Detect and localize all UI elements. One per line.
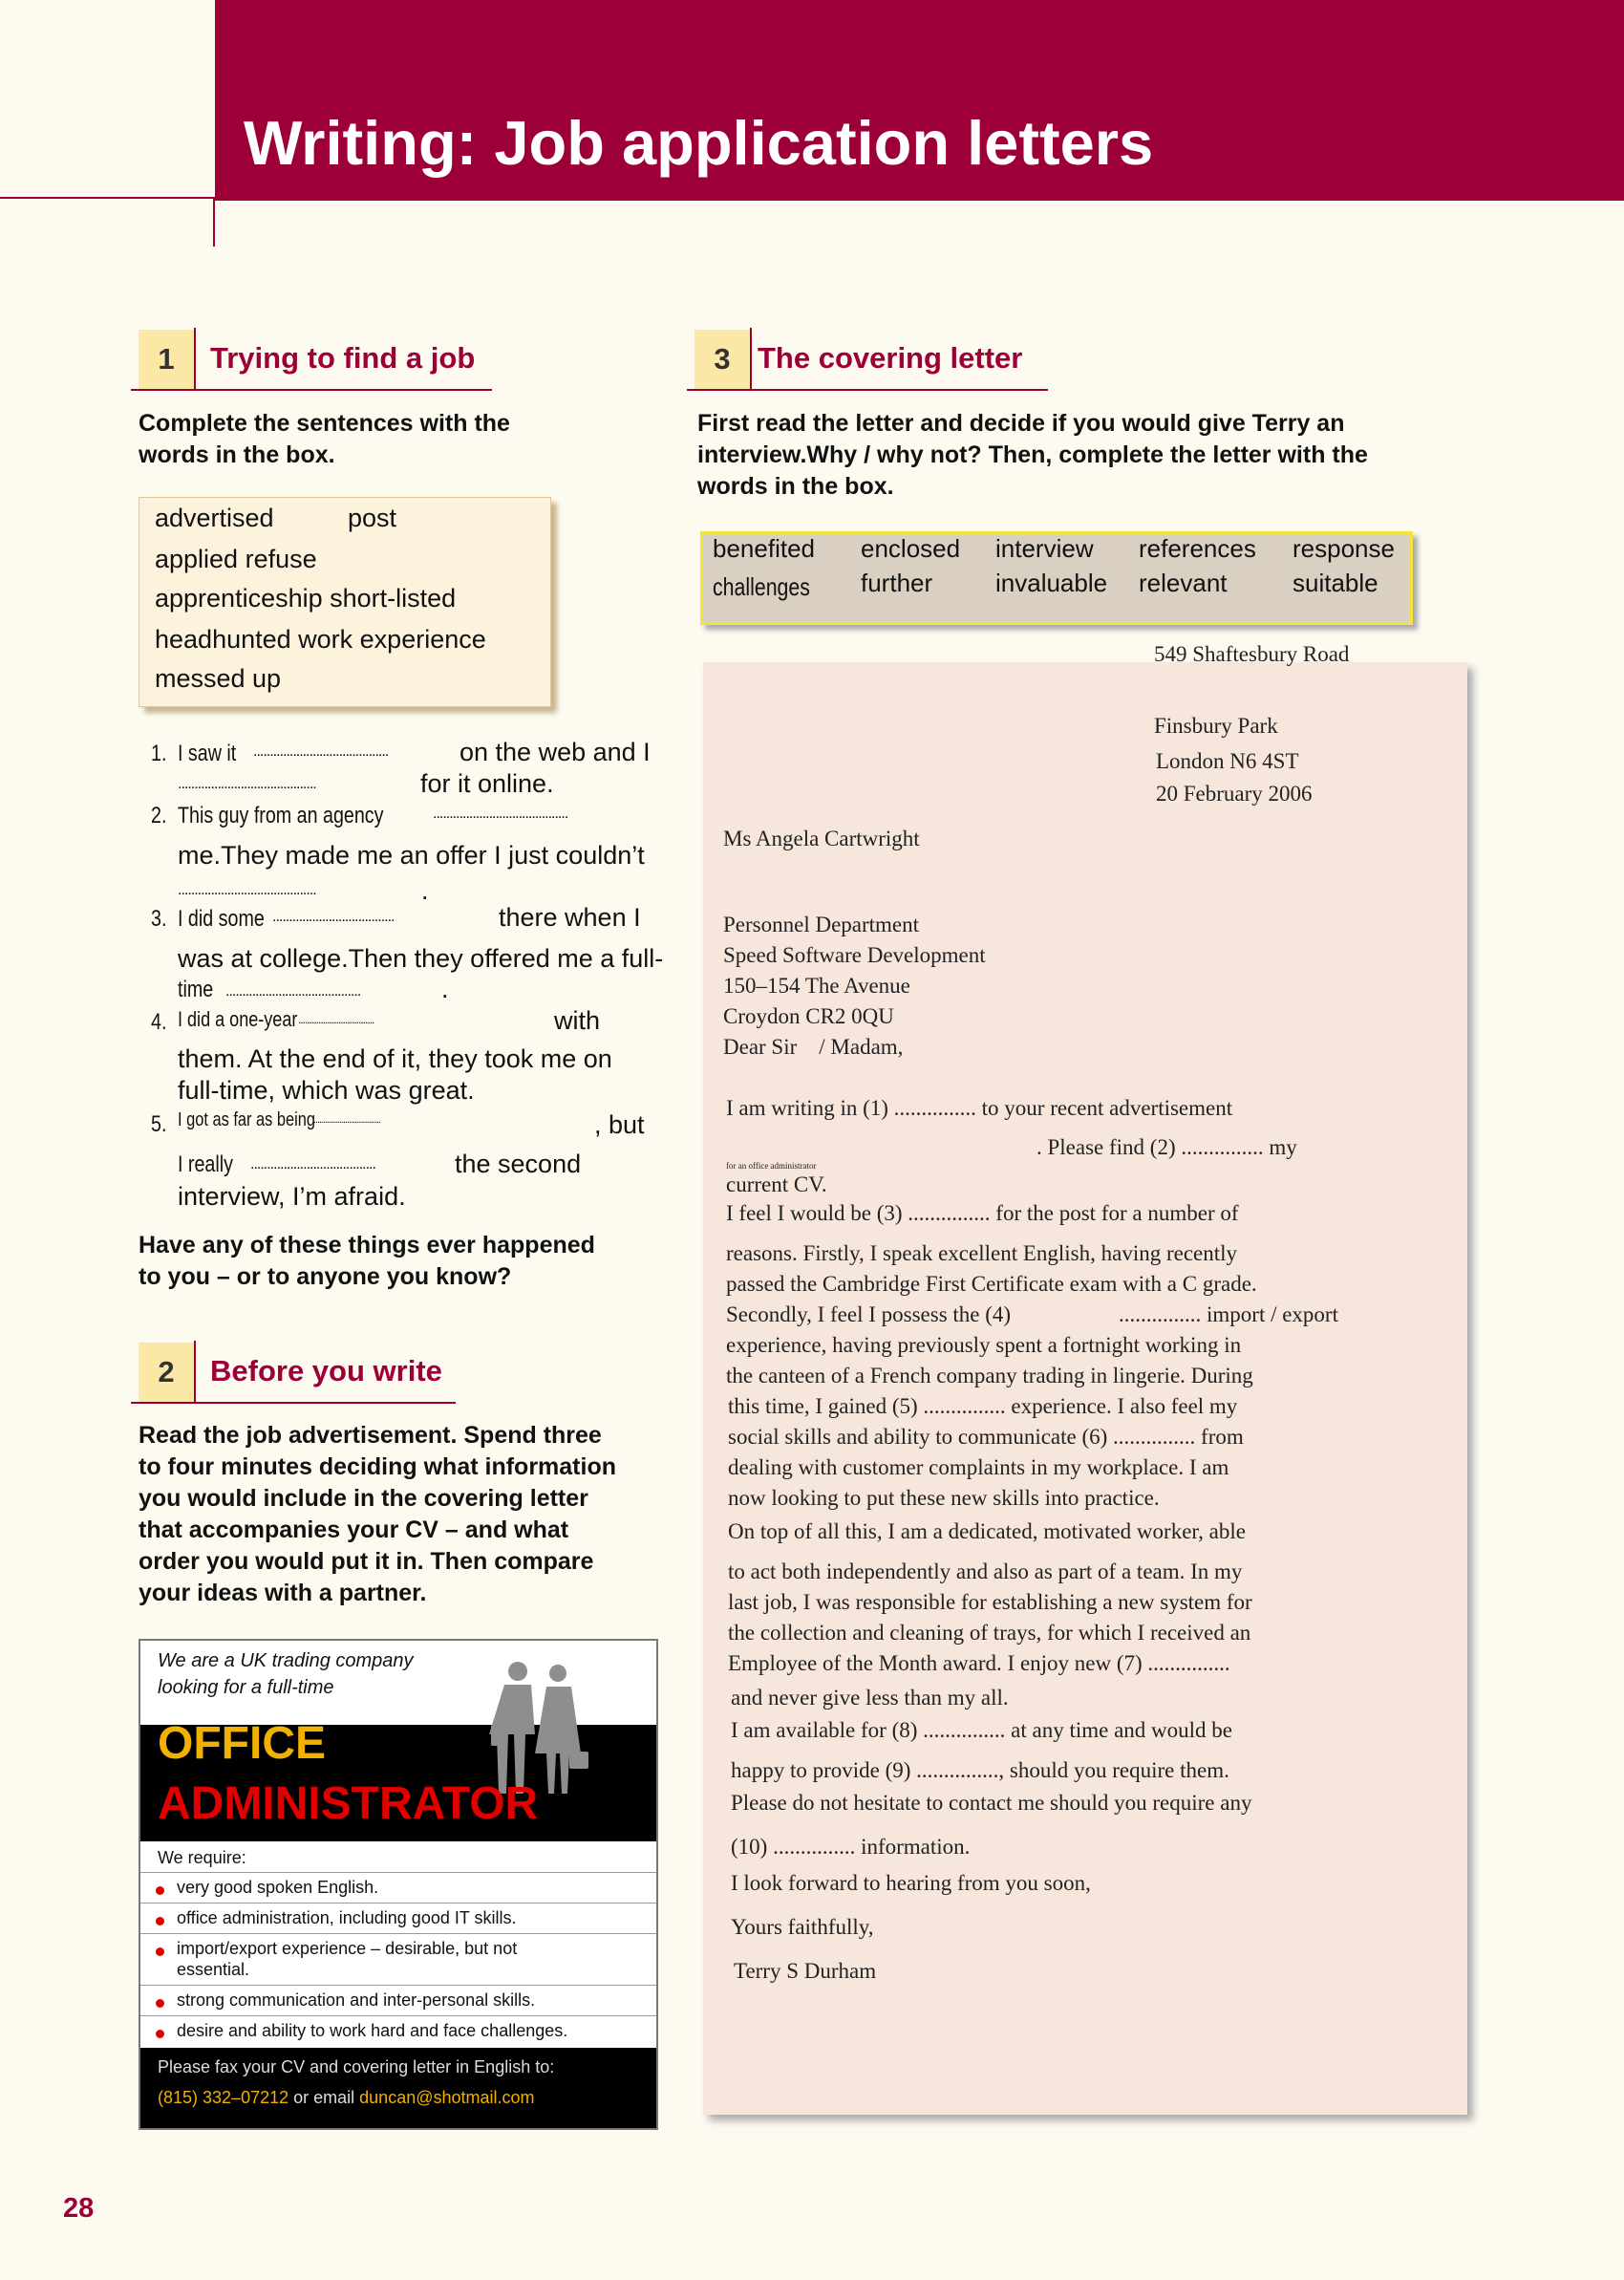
bullet-icon [156,1999,164,2008]
word: benefited [713,534,815,563]
ad-footer-text: or email [288,2088,360,2107]
instruction-line: order you would put it in. Then compare [139,1548,594,1575]
letter-line: I am writing in (1) ............... to your recent advertisement [726,1096,1233,1120]
letter-word-box [700,531,1413,625]
letter-line: to act both independently and also as part of a team. In my [728,1559,1243,1583]
letter-line: happy to provide (9) ..............., should you require them. [731,1758,1229,1782]
word: suitable [1293,569,1378,597]
blank-line[interactable]: .................................. [313,1114,380,1126]
blank-line[interactable]: .......................................... [178,776,316,792]
letter-address: Finsbury Park [1154,714,1278,738]
bullet-icon [156,1947,164,1956]
item-text: with [554,1006,601,1035]
section-title: Trying to find a job [210,341,476,375]
blank-line[interactable]: ......................................... [433,806,568,822]
section-2-instruction [139,1420,616,1609]
letter-closing: Yours faithfully, [731,1915,874,1939]
letter-line: dealing with customer complaints in my workplace. I am [728,1455,1229,1479]
instruction-line: interview.Why / why not? Then, complete the letter with the [697,441,1368,468]
section-3-instruction [697,408,1368,503]
item-text: I saw it [178,741,237,766]
section-1-instruction [139,408,510,471]
ad-intro: We are a UK trading company [158,1650,414,1671]
word: references [1139,534,1256,563]
item-text: on the web and I [459,738,651,766]
word: invaluable [995,569,1108,597]
letter-line: (10) ............... information. [731,1835,971,1859]
letter-line: I look forward to hearing from you soon, [731,1871,1091,1895]
item-text: . [441,975,449,1003]
instruction-line: words in the box. [697,473,894,500]
section-number: 2 [139,1343,194,1402]
letter-line: social skills and ability to communicate (6) ............... from [728,1425,1244,1449]
word-box-line: apprenticeship short-listed [155,584,457,613]
letter-recipient: Ms Angela Cartwright [723,827,920,850]
item-number: 1. [151,741,167,766]
section-title: Before you write [210,1354,442,1387]
ad-intro: looking for a full-time [158,1677,334,1698]
letter-line: the canteen of a French company trading in lingerie. During [726,1364,1253,1387]
word-box-line: applied refuse [155,545,317,573]
instruction-line: that accompanies your CV – and what [139,1516,569,1543]
blank-line[interactable]: .................................. [298,1013,374,1026]
instruction-line: words in the box. [139,441,335,468]
item-text: , but [594,1110,645,1139]
section-title: The covering letter [758,341,1023,375]
ad-email[interactable]: duncan@shotmail.com [359,2088,535,2107]
section-underline [131,1402,456,1404]
letter-line: and never give less than my all. [731,1686,1009,1710]
word: enclosed [861,534,961,563]
requirements-label: We require: [158,1848,246,1867]
item-text: . [421,876,429,905]
section-number: 1 [139,330,194,389]
instruction-line: Complete the sentences with the [139,410,510,437]
letter-date: 20 February 2006 [1156,782,1313,806]
ad-headline-administrator: ADMINISTRATOR [158,1778,539,1829]
word-box [139,497,551,707]
item-number: 5. [151,1111,167,1137]
item-text: me.They made me an offer I just couldn’t [178,841,645,870]
ad-phone: (815) 332–07212 [158,2088,289,2107]
ad-bullet [140,1934,656,1986]
instruction-line: to four minutes deciding what information [139,1453,616,1480]
header-rule [0,197,218,199]
item-number: 3. [151,906,167,932]
item-text: full-time, which was great. [178,1076,475,1105]
page-title: Writing: Job application letters [244,108,1154,178]
question-line: to you – or to anyone you know? [139,1263,512,1290]
letter-line: I am available for (8) ............... at any time and would be [731,1718,1233,1742]
word-box-line: advertised [155,504,274,532]
section-underline [687,389,1048,391]
item-text: I got as far as being [178,1109,316,1130]
item-text: there when I [499,903,641,932]
letter-line: On top of all this, I am a dedicated, motivated worker, able [728,1519,1246,1543]
letter-line: I feel I would be (3) ............... for the post for a number of [726,1201,1239,1225]
letter-line: ............... import / export [1119,1302,1338,1326]
word: further [861,569,933,597]
ad-bullet [140,1986,656,2016]
letter-recipient-address: 150–154 The Avenue [723,974,910,998]
ad-bullet [140,1873,656,1904]
item-text: for it online. [420,769,554,798]
exercise-item-1 [178,741,249,767]
letter-line: passed the Cambridge First Certificate exam with a C grade. [726,1272,1257,1296]
item-text: time [178,977,214,1002]
section-1-question [139,1230,595,1293]
letter-recipient-address: Speed Software Development [723,943,986,967]
instruction-line: you would include in the covering letter [139,1485,588,1512]
word-box-line: messed up [155,664,282,693]
letter-line: Please do not hesitate to contact me should you require any [731,1791,1252,1815]
section-divider [750,328,752,389]
item-text: interview, I’m afraid. [178,1182,406,1211]
item-text: was at college.Then they offered me a full- [178,944,664,973]
letter-salutation: Dear Sir / Madam, [723,1035,904,1059]
bullet-icon [156,1917,164,1925]
section-divider [194,328,196,389]
letter-line: Employee of the Month award. I enjoy new (7) ............... [728,1651,1230,1675]
bullet-icon [156,1886,164,1895]
letter-recipient-address: Personnel Department [723,913,920,936]
item-text: I really [178,1151,233,1177]
item-text: them. At the end of it, they took me on [178,1044,612,1073]
item-text: the second [455,1150,582,1178]
blank-line[interactable]: ..................................... [272,909,395,925]
word-box-line: post [348,504,397,532]
instruction-line: your ideas with a partner. [139,1580,427,1606]
letter-small-text: for an office administrator [726,1161,817,1171]
ad-footer-text: Please fax your CV and covering letter in English to: [158,2057,555,2076]
bullet-text: strong communication and inter-personal skills. [177,1990,536,2010]
ad-bullet [140,1904,656,1934]
bullet-text: office administration, including good IT skills. [177,1908,517,1927]
letter-line: now looking to put these new skills into practice. [728,1486,1160,1510]
blank-line[interactable]: ......................................... [225,983,361,1000]
letter-line: this time, I gained (5) ............... experience. I also feel my [728,1394,1238,1418]
page-number: 28 [63,2193,95,2224]
ad-requirements-label [140,1841,656,1873]
letter-signature: Terry S Durham [734,1959,877,1983]
instruction-line: Read the job advertisement. Spend three [139,1422,602,1449]
word: response [1293,534,1395,563]
letter-line: the collection and cleaning of trays, for which I received an [728,1621,1251,1645]
letter-line: . Please find (2) ............... my [1036,1135,1297,1159]
letter-line: current CV. [726,1172,827,1196]
instruction-line: First read the letter and decide if you would give Terry an [697,410,1345,437]
item-text: This guy from an agency [178,803,384,828]
letter-address: 549 Shaftesbury Road [1154,642,1350,666]
word: relevant [1139,569,1228,597]
job-advertisement [139,1639,658,2130]
word: challenges [713,572,810,601]
blank-line[interactable]: ...................................... [250,1156,375,1172]
bullet-text: import/export experience – desirable, but not [177,1939,518,1958]
letter-recipient-address: Croydon CR2 0QU [723,1004,894,1028]
item-number: 2. [151,803,167,828]
item-text: I did a one-year [178,1007,298,1031]
ad-headline-office: OFFICE [158,1718,326,1769]
bullet-text: desire and ability to work hard and face challenges. [177,2021,568,2040]
question-line: Have any of these things ever happened [139,1232,595,1258]
bullet-icon [156,2030,164,2038]
section-number: 3 [694,330,750,389]
blank-line[interactable]: ......................................... [253,743,389,760]
item-number: 4. [151,1009,167,1035]
item-text: I did some [178,906,265,932]
section-underline [131,389,492,391]
letter-line: last job, I was responsible for establishing a new system for [728,1590,1252,1614]
blank-line[interactable]: .......................................... [178,882,316,898]
header-tick [213,197,215,247]
word-box-line: headhunted work experience [155,625,486,654]
letter-address: London N6 4ST [1156,749,1299,773]
bullet-text: very good spoken English. [177,1878,379,1897]
ad-bullet [140,2016,656,2046]
letter-line: experience, having previously spent a fortnight working in [726,1333,1242,1357]
letter-line: reasons. Firstly, I speak excellent English, having recently [726,1241,1238,1265]
section-divider [194,1341,196,1402]
bullet-text: essential. [177,1960,250,1979]
word: interview [995,534,1094,563]
letter-line: Secondly, I feel I possess the (4) [726,1302,1012,1326]
covering-letter [703,662,1467,2115]
ad-contact [158,2088,535,2108]
ad-footer [140,2048,656,2128]
